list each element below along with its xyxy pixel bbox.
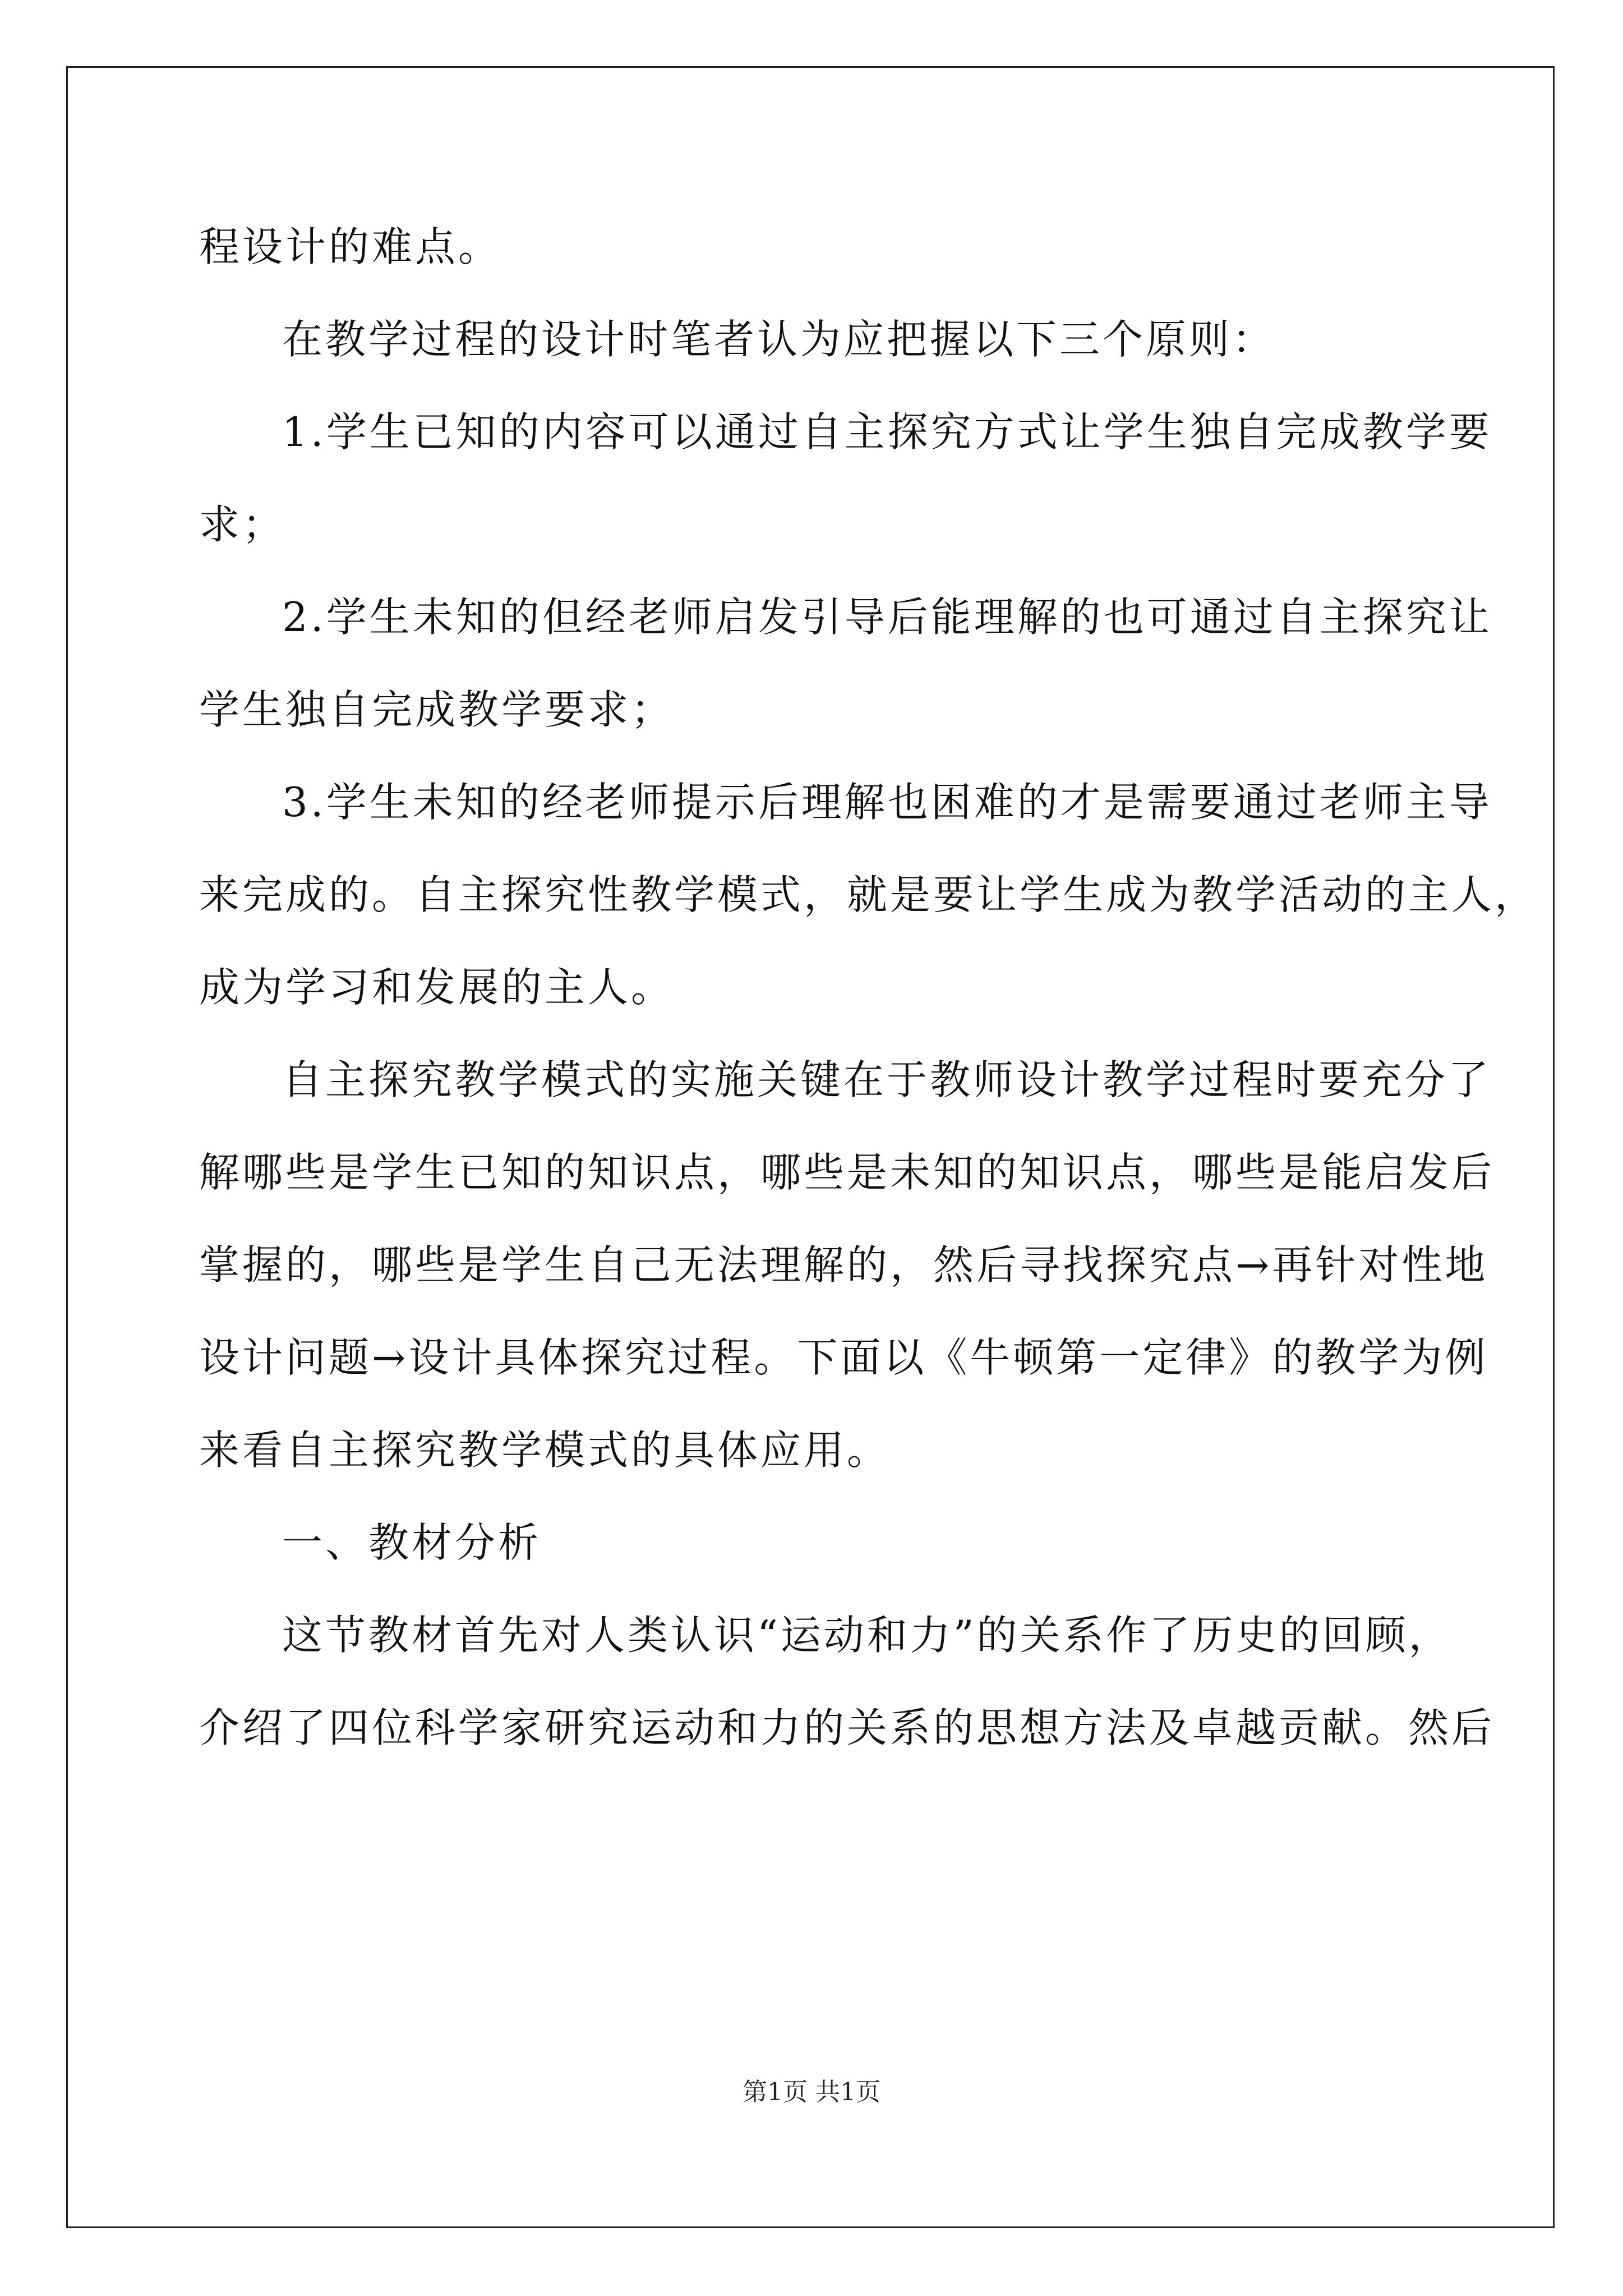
text-line: 解哪些是学生已知的知识点，哪些是未知的知识点，哪些是能启发后	[199, 1149, 1495, 1196]
text-line: 求；	[199, 501, 286, 548]
text-line: 掌握的，哪些是学生自己无法理解的，然后寻找探究点→再针对性地	[199, 1241, 1488, 1289]
text-line: 2.学生未知的但经老师启发引导后能理解的也可通过自主探究让	[282, 593, 1492, 641]
text-line: 1.学生已知的内容可以通过自主探究方式让学生独自完成教学要	[282, 408, 1492, 455]
page-footer: 第1页 共1页	[743, 2078, 880, 2106]
text-line: 这节教材首先对人类认识“运动和力”的关系作了历史的回顾，	[282, 1612, 1452, 1659]
text-line: 来完成的。自主探究性教学模式，就是要让学生成为教学活动的主人，	[199, 871, 1538, 918]
text-line: 学生独自完成教学要求；	[199, 686, 675, 733]
text-line: 成为学习和发展的主人。	[199, 964, 675, 1011]
text-line: 自主探究教学模式的实施关键在于教师设计教学过程时要充分了	[282, 1056, 1492, 1103]
section-heading: 一、教材分析	[282, 1519, 542, 1566]
text-line: 程设计的难点。	[199, 223, 502, 270]
text-line: 设计问题→设计具体探究过程。下面以《牛顿第一定律》的教学为例	[199, 1334, 1488, 1381]
text-line: 来看自主探究教学模式的具体应用。	[199, 1427, 891, 1474]
text-line: 3.学生未知的经老师提示后理解也困难的才是需要通过老师主导	[282, 779, 1492, 826]
text-line: 介绍了四位科学家研究运动和力的关系的思想方法及卓越贡献。然后	[199, 1704, 1495, 1751]
text-line: 在教学过程的设计时笔者认为应把握以下三个原则：	[282, 316, 1276, 363]
